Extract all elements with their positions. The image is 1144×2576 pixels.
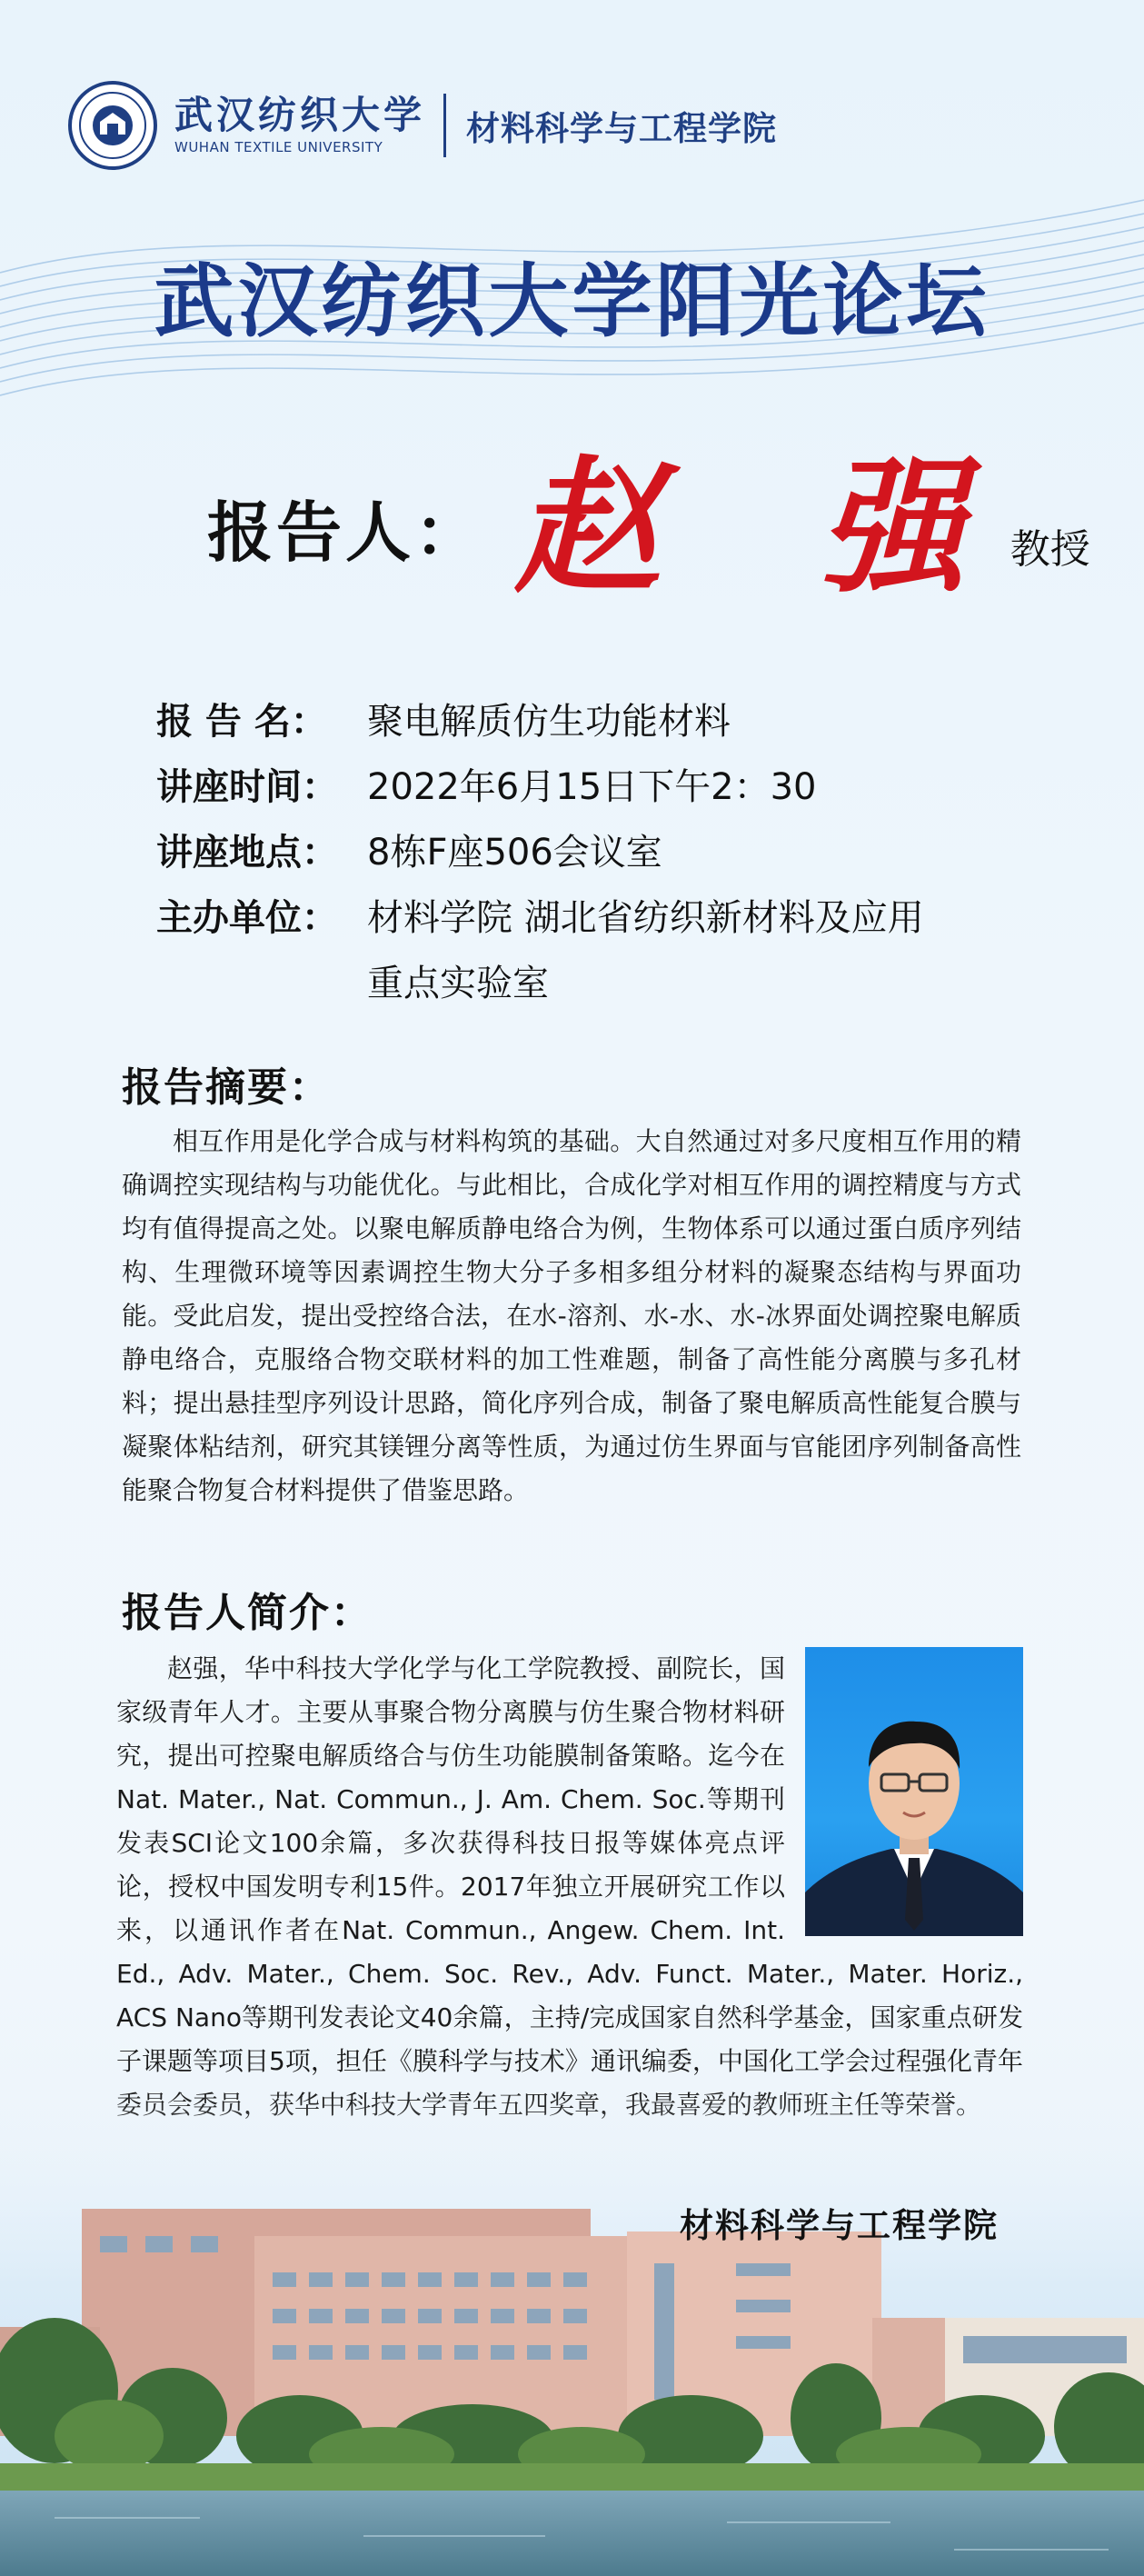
university-name-en: WUHAN TEXTILE UNIVERSITY: [174, 139, 383, 155]
info-label: 讲座地点：: [156, 832, 338, 874]
college-name: 材料科学与工程学院: [466, 109, 778, 148]
abstract-heading: 报告摘要：: [122, 1064, 331, 1111]
abstract-text: 相互作用是化学合成与材料构筑的基础。大自然通过对多尺度相互作用的精确调控实现结构与功能优化。与此相比，合成化学对相互作用的调控精度与方式均有值得提高之处。以聚电解质静电络合为例，生物体系可以通过蛋白质序列结构、生理微环境等因素调控生物大分子多相多组分材料的凝聚态结构与界面功能。受此启发，提出受控络合法，在水-溶剂、水-水、水-冰界面处调控聚电解质静电络合，克服络合物交联材料的加工性难题，制备了高性能分离膜与多孔材料；提出悬挂型序列设计思路，简化序列合成，制备了聚电解质高性能复合膜与凝聚体粘结剂，研究其镁锂分离等性质，为通过仿生界面与官能团序列制备高性能聚合物复合材料提供了借鉴思路。: [122, 1126, 1021, 1505]
info-row-location: [156, 820, 930, 885]
info-value: 2022年6月15日下午2：30: [367, 766, 817, 808]
info-label: 报 告 名：: [156, 701, 327, 743]
info-label: 主办单位：: [156, 897, 338, 939]
forum-title: 武汉纺织大学阳光论坛: [154, 255, 990, 348]
speaker-row: [207, 442, 1090, 613]
speaker-label: 报告人：: [207, 494, 484, 571]
bio-text: 赵强，华中科技大学化学与化工学院教授、副院长，国家级青年人才。主要从事聚合物分离膜与仿生聚合物材料研究，提出可控聚电解质络合与仿生功能膜制备策略。迄今在Nat. Mater., Nat. Commun., J. Am. Chem. Soc.等期刊发表SCI论文100余篇，多次获得科技日报等媒体亮点评论，授权中国发明专利15件。2017年独立开展研究工作以来，以通讯作者在Nat. Commun., Angew. Chem. Int. Ed., Adv. Mater., Chem. Soc. Rev., Adv. Funct. Mater., Mater. Horiz., ACS Nano等期刊发表论文40余篇，主持/完成国家自然科学基金，国家重点研发子课题等项目5项，担任《膜科学与技术》通讯编委，中国化工学会过程强化青年: [116, 1653, 1023, 2076]
speaker-portrait-icon: [805, 1647, 1023, 1936]
info-row-organizer: [156, 885, 930, 1016]
info-value: 8栋F座506会议室: [367, 832, 662, 874]
speaker-name: 赵 强: [514, 442, 1020, 613]
university-name-cn: 武汉纺织大学: [174, 93, 426, 137]
header-divider: [443, 94, 446, 157]
bio-section: [116, 1647, 1023, 2127]
info-label: 讲座时间：: [156, 766, 338, 808]
info-row-time: [156, 754, 930, 820]
lecture-info: [156, 689, 930, 1016]
header: [67, 78, 777, 173]
campus-building-icon: [0, 2091, 1144, 2576]
footer-college-name: 材料科学与工程学院: [680, 2206, 999, 2245]
info-value: 聚电解质仿生功能材料: [367, 701, 731, 743]
bio-heading: 报告人简介：: [122, 1590, 373, 1636]
speaker-academic-title: 教授: [1010, 526, 1090, 573]
info-row-topic: [156, 689, 930, 754]
info-value: 材料学院 湖北省纺织新材料及应用重点实验室: [367, 897, 924, 1004]
university-seal-icon: [67, 80, 158, 171]
